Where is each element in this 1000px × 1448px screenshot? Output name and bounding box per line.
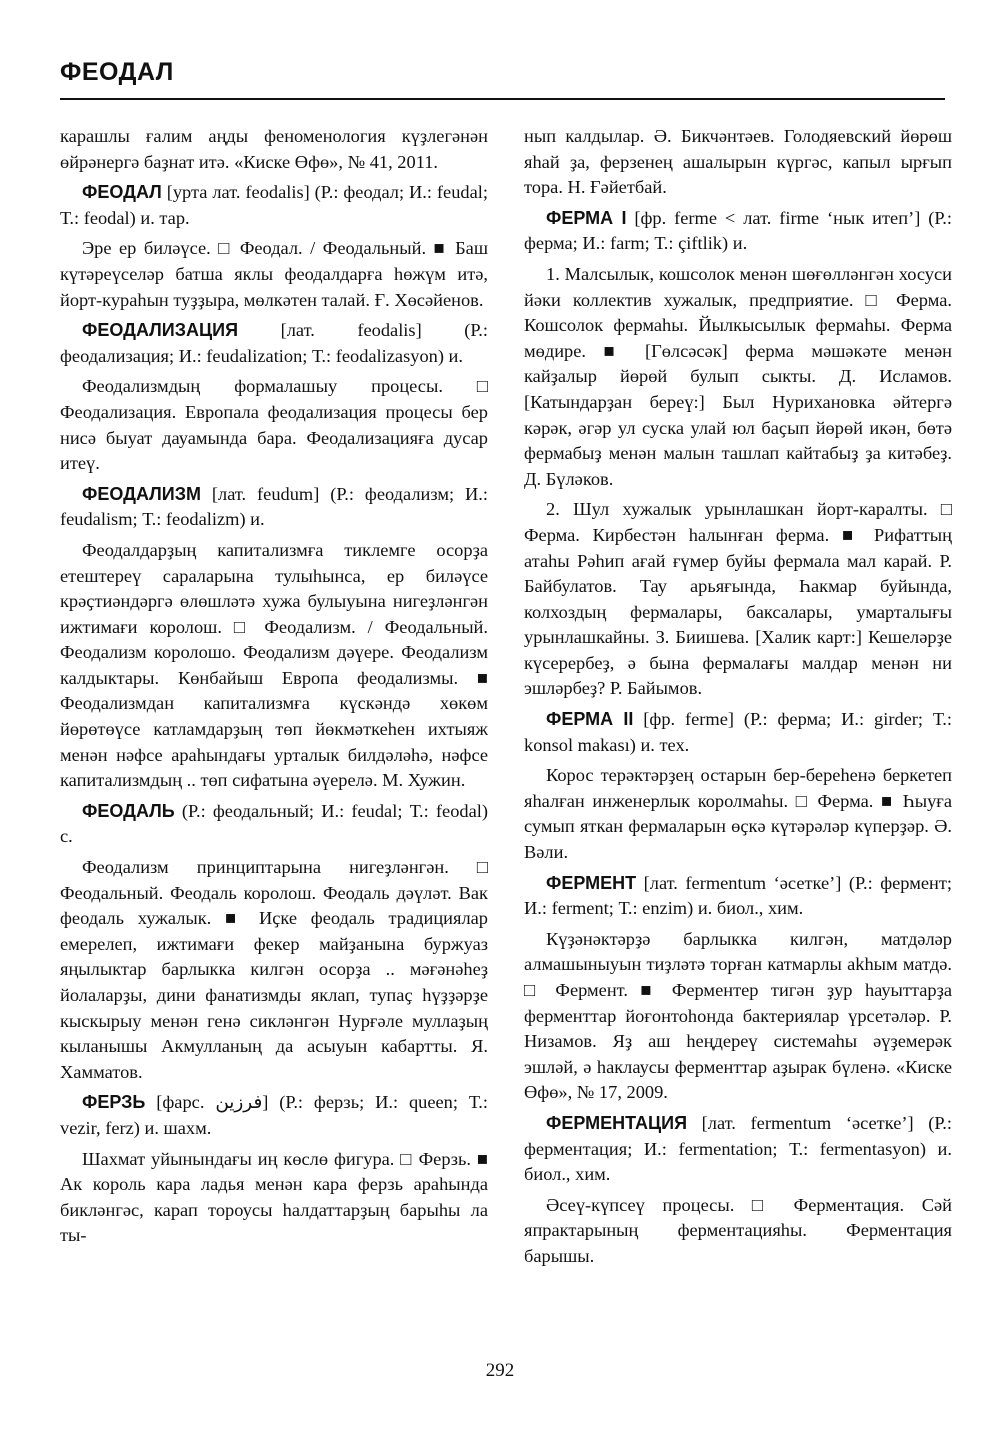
headword: ФЕРМА II xyxy=(546,709,634,730)
entry-text: Феодализмдың формалашыу процесы. □ Феодализация. Европала феодализация процесы бер нисә быуат дауамында бара. Феодализацияға дусар итеү. xyxy=(60,376,488,474)
page-number: 292 xyxy=(485,1360,515,1381)
entry-paragraph xyxy=(524,1111,952,1188)
entry-text: [лат. fermentum ‘әсетке’] (Р.: ферментация; И.: fermentation; Т.: fermentasyon) и. биол., хим. xyxy=(524,1112,952,1185)
entry-text: Корос терәктәрҙең остарын бер-береһенә беркетеп яһалған инженерлык королмаһы. □ Ферма. ■ Һыуға сумып яткан фермаларын өҫкә күтәрәләр күперҙәр. Ә. Вәли. xyxy=(524,765,952,863)
headword: ФЕРМЕНТАЦИЯ xyxy=(546,1112,688,1133)
entry-paragraph xyxy=(524,124,952,201)
entry-paragraph xyxy=(60,482,488,533)
entry-paragraph xyxy=(524,206,952,257)
headword: ФЕРМА I xyxy=(546,207,627,228)
headword: ФЕОДАЛ xyxy=(82,182,162,203)
entry-text: [лат. feudum] (Р.: феодализм; И.: feudalism; Т.: feodalizm) и. xyxy=(60,483,488,530)
entry-paragraph xyxy=(524,262,952,492)
entry-paragraph xyxy=(524,707,952,758)
entry-paragraph xyxy=(60,799,488,850)
entry-text: карашлы ғалим аңды феноменология күҙлегәнән өйрәнергә баҙнат итә. «Киске Өфө», № 41, 2011. xyxy=(60,126,488,172)
entry-text: 1. Малсылык, кошсолок менән шөғөлләнгән хосуси йәки коллектив хужалык, предприятие. □ Ферма. Кошсолок фермаһы. Йылкысылык фермаһы. Ферма мөдире. ■ [Гөлсәсәк] ферма мәшәкәте менән кайҙалыр йөрөй булып сыкты. Д. Исламов. [Катындарҙан береү:] Был Нурихановка әйтергә кәрәк, әгәр ул суска улай юл баҫып йөрөй икән, бөтә фермабыҙ менән малын ташлап кайтабыҙ ҙа китәбеҙ. Д. Бүләков. xyxy=(524,263,952,489)
header-rule xyxy=(60,98,945,100)
entry-paragraph xyxy=(60,538,488,794)
entry-paragraph xyxy=(524,871,952,922)
entry-paragraph xyxy=(60,1090,488,1141)
entry-paragraph xyxy=(524,1193,952,1270)
headword: ФЕОДАЛИЗАЦИЯ xyxy=(82,320,239,341)
entry-text: [лат. feodalis] (Р.: феодализация; И.: feudalization; Т.: feodalizasyon) и. xyxy=(60,320,488,366)
entry-text: 2. Шул хужалык урынлашкан йорт-каралты. □ Ферма. Кирбестән һалынған ферма. ■ Рифаттың атаһы Рәһип ағай ғүмер буйы фермала мал карай. Р. Байбулатов. Тау арьяғында, Һакмар буйында, колхоздың фермалары, баксалары, умарталығы урынлашкайны. З. Биишева. [Халик карт:] Кешеләрҙе күсерербеҙ, ә бына фермалағы малдар менән ни эшләрбеҙ? Р. Байымов. xyxy=(524,499,952,699)
entry-paragraph xyxy=(60,124,488,175)
entry-paragraph xyxy=(60,180,488,231)
entry-text: нып калдылар. Ә. Бикчәнтәев. Голодяевский йөрөш яһай ҙа, ферзенең ашалырын күргәс, капыл ырғып тора. Н. Ғәйетбай. xyxy=(524,126,952,198)
left-column xyxy=(60,124,488,1254)
entry-text: Күҙәнәктәрҙә барлыкка килгән, матдәләр алмашыныуын тиҙләтә торған катмарлы аkһым матдә. □ Фермент. ■ Ферментер тигән ҙур һауыттарҙа ферменттар йоғонтоһонда бактериялар үрсетәләр. Р. Низамов. Яҙ аш һеңдереү системаһы әүҙемерәк эшләй, ә һаклаусы ферменттар аҙырак бүленә. «Киске Өфө», № 17, 2009. xyxy=(524,928,952,1103)
entry-text: Феодализм принциптарына нигеҙләнгән. □ Феодальный. Феодаль королош. Феодаль дәүләт. Вак феодаль хужалык. ■ Иҫке феодаль традициялар емерелеп, ижтимағи фекер майҙанына буржуаз яңылыктар барлыкка килгән осорҙа .. мәғәнәһеҙ йолаларҙы, дини фанатизмды яклап, тупаҫ һүҙҙәрҙе кыскырыу менән генә сикләнгән Нурғәле муллаҙың кыланышы Акмулланың да асыуын кабартты. Я. Хамматов. xyxy=(60,857,488,1082)
entry-text: [фр. ferme] (Р.: ферма; И.: girder; Т.: konsol makası) и. тех. xyxy=(524,709,953,755)
entry-text: Эре ер биләүсе. □ Феодал. / Феодальный. ■ Баш күтәреүселәр батша яклы феодалдарға һөжүм итә, йорт-кураһын туҙҙыра, мөлкәтен талай. Ғ. Хөсәйенов. xyxy=(60,238,488,310)
entry-text: Әсеү-күпсеү процесы. □ Ферментация. Сәй япрактарының ферментацияһы. Ферментация барышы. xyxy=(524,1194,952,1266)
entry-paragraph xyxy=(60,374,488,476)
entry-text: Феодалдарҙың капитализмға тиклемге осорҙа етештереү сараларына тулыһынса, ер биләүсе крәҫтиәндәргә өлөшләтә хужа булыуына нигеҙләнгән ижтимағи королош. □ Феодализм. / Феодальный. Феодализм королошо. Феодализм дәүере. Феодализм калдыктары. Көнбайыш Европа феодализмы. ■ Феодализмдан капитализмға күскәндә хөкөм йөрөтөүсе катламдарҙың төп йөкмәткеһен ихтыяж менән нәфсе араһындағы урталык билдәләһә, нәфсе капитализмдың .. төп сифатына әүерелә. М. Хужин. xyxy=(60,539,488,791)
headword: ФЕОДАЛИЗМ xyxy=(82,483,202,504)
entry-paragraph xyxy=(60,236,488,313)
entry-paragraph xyxy=(524,927,952,1106)
headword: ФЕОДАЛЬ xyxy=(82,800,175,821)
entry-paragraph xyxy=(60,318,488,369)
entry-text: [фр. ferme < лат. firme ‘нык итеп’] (Р.: ферма; И.: farm; Т.: çiftlik) и. xyxy=(524,207,952,254)
entry-text: (Р.: феодальный; И.: feudal; Т.: feodal) с. xyxy=(60,800,488,847)
right-column xyxy=(524,124,952,1275)
headword: ФЕРМЕНТ xyxy=(546,872,637,893)
entry-paragraph xyxy=(524,497,952,702)
entry-text: [фарс. فرزين] (Р.: ферзь; И.: queen; Т.: vezir, ferz) и. шахм. xyxy=(60,1092,488,1138)
headword: ФЕРЗЬ xyxy=(82,1092,146,1113)
entry-text: Шахмат уйынындағы иң көслө фигура. □ Ферзь. ■ Ак король кара ладья менән кара ферзь араһында бикләнгәс, карап тороусы һалдаттарҙың барыһы ла ты- xyxy=(60,1148,488,1246)
entry-text: [лат. fermentum ‘әсетке’] (Р.: фермент; И.: ferment; Т.: enzim) и. биол., хим. xyxy=(524,872,952,919)
entry-paragraph xyxy=(60,1147,488,1249)
entry-paragraph xyxy=(524,763,952,865)
entry-text: [урта лат. feodalis] (Р.: феодал; И.: feudal; Т.: feodal) и. тар. xyxy=(60,182,488,228)
page-header-title: ФЕОДАЛ xyxy=(60,58,174,86)
entry-paragraph xyxy=(60,855,488,1085)
